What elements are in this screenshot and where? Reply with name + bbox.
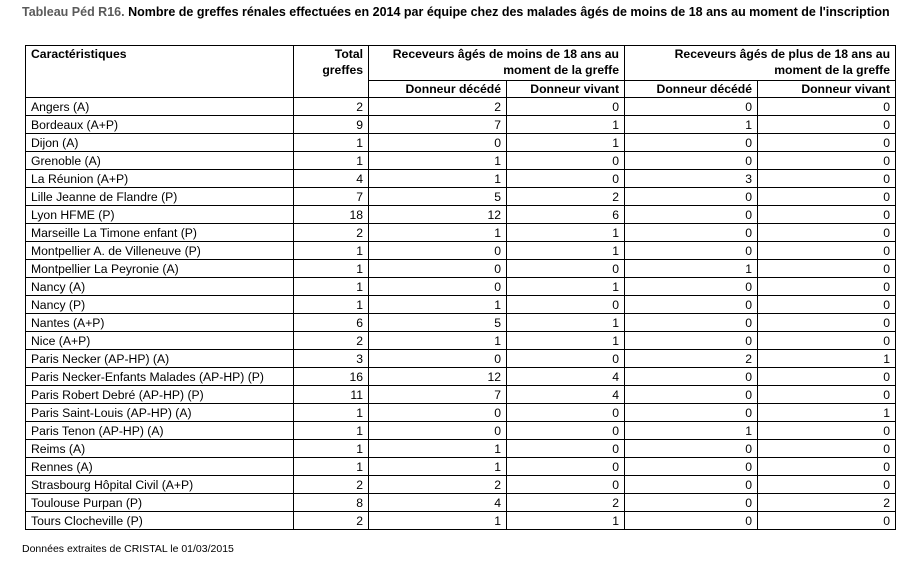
cell-equipe: Angers (A) — [26, 98, 294, 116]
cell-plus-decede: 0 — [625, 296, 758, 314]
header-plus-donneur-vivant: Donneur vivant — [758, 81, 896, 98]
cell-plus-vivant: 0 — [758, 476, 896, 494]
cell-plus-decede: 0 — [625, 476, 758, 494]
cell-plus-decede: 0 — [625, 98, 758, 116]
cell-moins-decede: 0 — [369, 134, 507, 152]
cell-total: 1 — [294, 440, 369, 458]
cell-plus-decede: 0 — [625, 368, 758, 386]
cell-moins-decede: 5 — [369, 314, 507, 332]
cell-moins-decede: 0 — [369, 278, 507, 296]
cell-plus-vivant: 0 — [758, 152, 896, 170]
cell-plus-vivant: 0 — [758, 278, 896, 296]
cell-total: 6 — [294, 314, 369, 332]
cell-plus-decede: 0 — [625, 188, 758, 206]
table-row — [26, 278, 896, 296]
cell-moins-vivant: 1 — [507, 224, 625, 242]
cell-plus-vivant: 0 — [758, 242, 896, 260]
cell-moins-decede: 1 — [369, 170, 507, 188]
cell-moins-decede: 0 — [369, 260, 507, 278]
cell-equipe: Tours Clocheville (P) — [26, 512, 294, 530]
header-row-group — [26, 46, 896, 81]
cell-plus-decede: 0 — [625, 152, 758, 170]
cell-plus-vivant: 0 — [758, 332, 896, 350]
table-row — [26, 476, 896, 494]
cell-equipe: Paris Tenon (AP-HP) (A) — [26, 422, 294, 440]
table-row — [26, 224, 896, 242]
cell-total: 4 — [294, 170, 369, 188]
cell-plus-decede: 0 — [625, 512, 758, 530]
cell-plus-decede: 0 — [625, 494, 758, 512]
cell-total: 1 — [294, 260, 369, 278]
cell-plus-vivant: 0 — [758, 368, 896, 386]
cell-total: 1 — [294, 278, 369, 296]
cell-plus-decede: 3 — [625, 170, 758, 188]
cell-plus-vivant: 0 — [758, 206, 896, 224]
cell-moins-decede: 1 — [369, 512, 507, 530]
cell-moins-vivant: 0 — [507, 440, 625, 458]
cell-moins-decede: 2 — [369, 476, 507, 494]
table-row — [26, 170, 896, 188]
cell-moins-vivant: 0 — [507, 260, 625, 278]
cell-moins-vivant: 0 — [507, 458, 625, 476]
table-title — [22, 4, 906, 20]
cell-plus-vivant: 0 — [758, 296, 896, 314]
cell-equipe: Dijon (A) — [26, 134, 294, 152]
cell-equipe: Paris Necker (AP-HP) (A) — [26, 350, 294, 368]
cell-equipe: Rennes (A) — [26, 458, 294, 476]
cell-equipe: Montpellier A. de Villeneuve (P) — [26, 242, 294, 260]
table-row — [26, 206, 896, 224]
cell-equipe: Grenoble (A) — [26, 152, 294, 170]
cell-moins-decede: 1 — [369, 152, 507, 170]
cell-moins-vivant: 0 — [507, 476, 625, 494]
cell-equipe: Bordeaux (A+P) — [26, 116, 294, 134]
cell-equipe: Paris Necker-Enfants Malades (AP-HP) (P) — [26, 368, 294, 386]
cell-moins-vivant: 2 — [507, 494, 625, 512]
table-row — [26, 494, 896, 512]
cell-moins-decede: 1 — [369, 440, 507, 458]
cell-total: 2 — [294, 224, 369, 242]
cell-moins-vivant: 1 — [507, 134, 625, 152]
cell-moins-decede: 0 — [369, 350, 507, 368]
cell-total: 2 — [294, 476, 369, 494]
cell-moins-vivant: 0 — [507, 350, 625, 368]
cell-moins-vivant: 0 — [507, 170, 625, 188]
cell-plus-decede: 0 — [625, 224, 758, 242]
cell-total: 9 — [294, 116, 369, 134]
table-row — [26, 350, 896, 368]
header-plus-donneur-decede: Donneur décédé — [625, 81, 758, 98]
cell-equipe: Paris Saint-Louis (AP-HP) (A) — [26, 404, 294, 422]
cell-equipe: Reims (A) — [26, 440, 294, 458]
cell-plus-decede: 0 — [625, 206, 758, 224]
cell-moins-vivant: 1 — [507, 242, 625, 260]
cell-plus-vivant: 0 — [758, 116, 896, 134]
cell-total: 3 — [294, 350, 369, 368]
header-receveurs-plus-18: Receveurs âgés de plus de 18 ans au moment de la greffe — [625, 46, 896, 81]
cell-equipe: Toulouse Purpan (P) — [26, 494, 294, 512]
cell-moins-vivant: 1 — [507, 116, 625, 134]
cell-plus-vivant: 0 — [758, 458, 896, 476]
cell-moins-decede: 7 — [369, 386, 507, 404]
header-moins-donneur-decede: Donneur décédé — [369, 81, 507, 98]
cell-moins-vivant: 4 — [507, 368, 625, 386]
cell-moins-vivant: 4 — [507, 386, 625, 404]
table-number: Tableau Péd R16. — [22, 5, 125, 19]
cell-moins-vivant: 1 — [507, 332, 625, 350]
cell-plus-vivant: 0 — [758, 98, 896, 116]
header-total-greffes: Total greffes — [294, 46, 369, 98]
cell-equipe: La Réunion (A+P) — [26, 170, 294, 188]
cell-total: 1 — [294, 242, 369, 260]
cell-plus-vivant: 1 — [758, 350, 896, 368]
cell-moins-vivant: 0 — [507, 422, 625, 440]
cell-moins-vivant: 0 — [507, 296, 625, 314]
cell-total: 1 — [294, 152, 369, 170]
cell-moins-decede: 0 — [369, 242, 507, 260]
cell-plus-vivant: 0 — [758, 260, 896, 278]
cell-equipe: Paris Robert Debré (AP-HP) (P) — [26, 386, 294, 404]
cell-equipe: Nantes (A+P) — [26, 314, 294, 332]
cell-moins-decede: 7 — [369, 116, 507, 134]
cell-equipe: Lille Jeanne de Flandre (P) — [26, 188, 294, 206]
table-row — [26, 368, 896, 386]
table-row — [26, 512, 896, 530]
cell-total: 2 — [294, 512, 369, 530]
cell-equipe: Strasbourg Hôpital Civil (A+P) — [26, 476, 294, 494]
cell-total: 18 — [294, 206, 369, 224]
table-row — [26, 422, 896, 440]
cell-plus-decede: 0 — [625, 440, 758, 458]
table-row — [26, 188, 896, 206]
cell-equipe: Nancy (A) — [26, 278, 294, 296]
cell-total: 7 — [294, 188, 369, 206]
cell-total: 1 — [294, 404, 369, 422]
cell-moins-vivant: 2 — [507, 188, 625, 206]
header-receveurs-moins-18: Receveurs âgés de moins de 18 ans au moment de la greffe — [369, 46, 625, 81]
cell-moins-decede: 0 — [369, 404, 507, 422]
cell-equipe: Nancy (P) — [26, 296, 294, 314]
cell-plus-decede: 0 — [625, 404, 758, 422]
cell-moins-vivant: 1 — [507, 512, 625, 530]
cell-plus-decede: 0 — [625, 314, 758, 332]
header-moins-donneur-vivant: Donneur vivant — [507, 81, 625, 98]
cell-plus-decede: 0 — [625, 332, 758, 350]
cell-moins-decede: 1 — [369, 224, 507, 242]
cell-equipe: Lyon HFME (P) — [26, 206, 294, 224]
cell-equipe: Montpellier La Peyronie (A) — [26, 260, 294, 278]
cell-moins-vivant: 6 — [507, 206, 625, 224]
table-row — [26, 242, 896, 260]
cell-total: 16 — [294, 368, 369, 386]
table-body — [26, 98, 896, 530]
cell-plus-vivant: 1 — [758, 404, 896, 422]
table-row — [26, 404, 896, 422]
cell-moins-vivant: 0 — [507, 152, 625, 170]
cell-plus-vivant: 0 — [758, 170, 896, 188]
cell-plus-decede: 1 — [625, 116, 758, 134]
cell-plus-decede: 1 — [625, 422, 758, 440]
cell-moins-decede: 0 — [369, 422, 507, 440]
cell-plus-decede: 0 — [625, 242, 758, 260]
table-row — [26, 134, 896, 152]
cell-total: 2 — [294, 98, 369, 116]
table-row — [26, 440, 896, 458]
cell-plus-vivant: 0 — [758, 134, 896, 152]
table-row — [26, 332, 896, 350]
table-row — [26, 116, 896, 134]
cell-plus-decede: 0 — [625, 134, 758, 152]
cell-plus-vivant: 0 — [758, 224, 896, 242]
data-table — [25, 45, 896, 530]
cell-total: 2 — [294, 332, 369, 350]
cell-plus-vivant: 0 — [758, 440, 896, 458]
table-row — [26, 314, 896, 332]
cell-plus-decede: 0 — [625, 458, 758, 476]
cell-moins-vivant: 0 — [507, 98, 625, 116]
cell-moins-vivant: 1 — [507, 278, 625, 296]
source-note: Données extraites de CRISTAL le 01/03/2015 — [22, 543, 234, 555]
table-row — [26, 458, 896, 476]
cell-plus-decede: 0 — [625, 386, 758, 404]
cell-moins-decede: 4 — [369, 494, 507, 512]
cell-total: 1 — [294, 422, 369, 440]
cell-plus-decede: 2 — [625, 350, 758, 368]
cell-plus-vivant: 0 — [758, 314, 896, 332]
cell-moins-decede: 2 — [369, 98, 507, 116]
cell-total: 1 — [294, 296, 369, 314]
cell-plus-vivant: 0 — [758, 188, 896, 206]
cell-moins-decede: 1 — [369, 458, 507, 476]
table-row — [26, 98, 896, 116]
cell-equipe: Nice (A+P) — [26, 332, 294, 350]
cell-moins-decede: 1 — [369, 332, 507, 350]
table-row — [26, 386, 896, 404]
cell-plus-vivant: 0 — [758, 386, 896, 404]
cell-moins-decede: 1 — [369, 296, 507, 314]
cell-total: 1 — [294, 458, 369, 476]
cell-plus-decede: 1 — [625, 260, 758, 278]
table-row — [26, 260, 896, 278]
cell-total: 1 — [294, 134, 369, 152]
cell-total: 11 — [294, 386, 369, 404]
cell-moins-decede: 5 — [369, 188, 507, 206]
header-caracteristiques: Caractéristiques — [26, 46, 294, 98]
table-row — [26, 296, 896, 314]
cell-moins-decede: 12 — [369, 206, 507, 224]
cell-plus-decede: 0 — [625, 278, 758, 296]
cell-moins-vivant: 0 — [507, 404, 625, 422]
cell-plus-vivant: 0 — [758, 422, 896, 440]
cell-moins-vivant: 1 — [507, 314, 625, 332]
cell-total: 8 — [294, 494, 369, 512]
table-row — [26, 152, 896, 170]
cell-equipe: Marseille La Timone enfant (P) — [26, 224, 294, 242]
cell-plus-vivant: 0 — [758, 512, 896, 530]
cell-plus-vivant: 2 — [758, 494, 896, 512]
cell-moins-decede: 12 — [369, 368, 507, 386]
table-caption: Nombre de greffes rénales effectuées en 2014 par équipe chez des malades âgés de moins de 18 ans au moment de l'inscription — [128, 5, 890, 19]
